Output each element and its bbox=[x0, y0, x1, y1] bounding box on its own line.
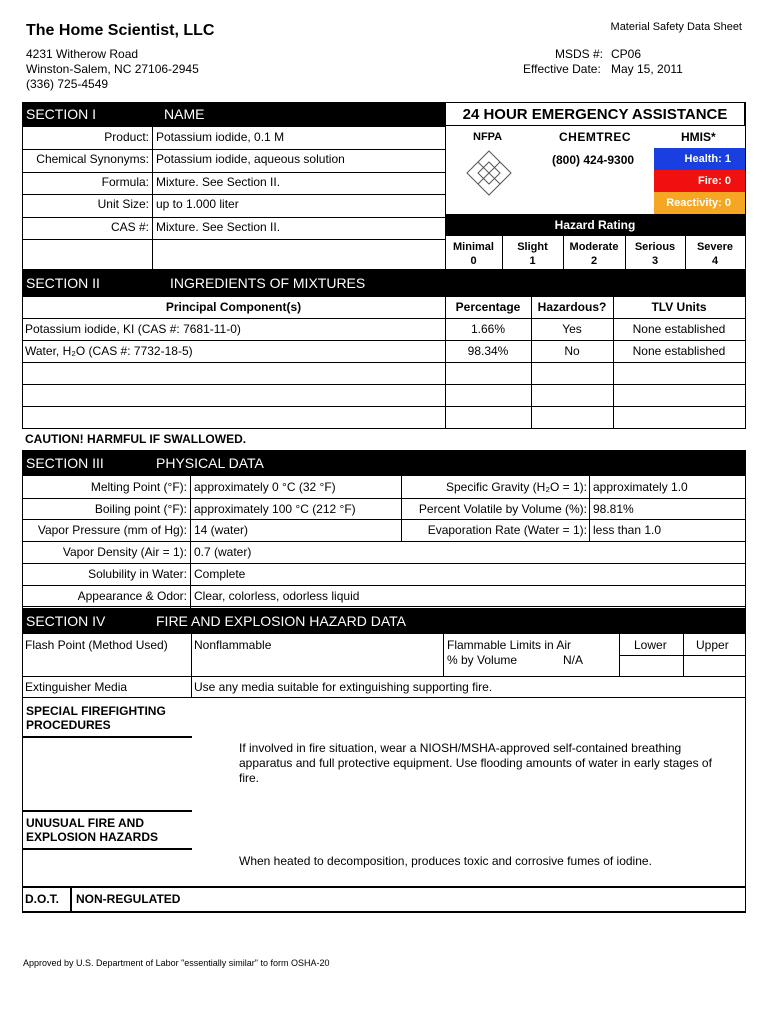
special-firefighting-text-3: fire. bbox=[239, 771, 260, 785]
physical-data-label: Appearance & Odor: bbox=[77, 588, 187, 603]
flash-point-value: Nonflammable bbox=[194, 638, 272, 652]
physical-data-value: Clear, colorless, odorless liquid bbox=[194, 588, 360, 603]
special-firefighting-text-1: If involved in fire situation, wear a NIOSH/MSHA-approved self-contained breathing bbox=[239, 741, 682, 755]
physical-data-value: approximately 100 °C (212 °F) bbox=[194, 501, 356, 516]
physical-data-value: 0.7 (water) bbox=[194, 545, 252, 560]
special-firefighting-label-1: SPECIAL FIREFIGHTING bbox=[26, 704, 166, 718]
special-firefighting-label-2: PROCEDURES bbox=[26, 718, 111, 732]
name-row-label: Unit Size: bbox=[97, 197, 149, 212]
hmis-label: HMIS* bbox=[681, 130, 716, 144]
footer-approval: Approved by U.S. Department of Labor "essentially similar" to form OSHA-20 bbox=[23, 958, 330, 968]
rule-line bbox=[745, 296, 746, 428]
rule-line bbox=[22, 585, 746, 586]
chemtrec-label: CHEMTREC bbox=[559, 130, 631, 144]
hazard-rating-label: Hazard Rating bbox=[554, 218, 636, 232]
name-row-value: Potassium iodide, aqueous solution bbox=[156, 152, 345, 167]
physical-data-label: Evaporation Rate (Water = 1): bbox=[427, 523, 587, 538]
address-line-2: Winston-Salem, NC 27106-2945 bbox=[26, 62, 199, 76]
hmis-reactivity: Reactivity: 0 bbox=[654, 192, 745, 214]
physical-data-label: Specific Gravity (H₂O = 1): bbox=[445, 480, 587, 494]
unusual-hazards-text: When heated to decomposition, produces toxic and corrosive fumes of iodine. bbox=[239, 854, 652, 868]
ingredients-column-header: Principal Component(s) bbox=[165, 300, 302, 314]
upper-limit-label: Upper bbox=[696, 638, 729, 652]
rule-line bbox=[22, 406, 746, 407]
physical-data-value: less than 1.0 bbox=[593, 523, 662, 538]
hazard-scale-name: Moderate bbox=[569, 241, 619, 253]
extinguisher-label: Extinguisher Media bbox=[25, 680, 128, 694]
flammable-limits-label: Flammable Limits in Air bbox=[447, 638, 572, 652]
ingredient-hazardous: No bbox=[564, 344, 580, 358]
rule-line bbox=[445, 296, 446, 428]
hazard-scale-number: 0 bbox=[470, 255, 477, 267]
ingredient-percentage: 1.66% bbox=[470, 322, 506, 336]
ingredients-column-header: Hazardous? bbox=[537, 300, 607, 314]
rule-line bbox=[22, 318, 746, 319]
rule-line bbox=[502, 236, 503, 269]
physical-data-value: Complete bbox=[194, 566, 246, 581]
rule-line bbox=[531, 296, 532, 428]
name-row-label: Chemical Synonyms: bbox=[36, 152, 149, 167]
msds-label: MSDS #: bbox=[555, 47, 604, 61]
ingredient-name: Potassium iodide, KI (CAS #: 7681-11-0) bbox=[25, 322, 241, 336]
rule-line bbox=[22, 476, 23, 608]
section-1-number: SECTION I bbox=[26, 106, 97, 122]
rule-line bbox=[22, 384, 746, 385]
hazard-rating-bar bbox=[445, 214, 745, 236]
rule-line bbox=[22, 428, 746, 429]
nfpa-diamond-icon bbox=[464, 148, 514, 198]
physical-data-label: Vapor Density (Air = 1): bbox=[62, 545, 187, 560]
section-2-title: INGREDIENTS OF MIXTURES bbox=[170, 275, 366, 291]
rule-line bbox=[22, 498, 746, 499]
rule-line bbox=[22, 606, 746, 607]
section-3-header bbox=[22, 450, 746, 476]
effective-date-label: Effective Date: bbox=[523, 62, 601, 76]
rule-line bbox=[22, 296, 746, 297]
section-2-number: SECTION II bbox=[26, 275, 100, 291]
flammable-limits-value: N/A bbox=[563, 653, 584, 667]
rule-line bbox=[22, 194, 446, 195]
emergency-title: 24 HOUR EMERGENCY ASSISTANCE bbox=[462, 106, 728, 123]
physical-data-label: Solubility in Water: bbox=[88, 566, 187, 581]
rule-line bbox=[22, 340, 746, 341]
nfpa-label: NFPA bbox=[473, 131, 503, 143]
rule-line bbox=[613, 296, 614, 428]
flash-point-label: Flash Point (Method Used) bbox=[25, 638, 168, 652]
hazard-scale-name: Serious bbox=[634, 241, 676, 253]
lower-limit-label: Lower bbox=[634, 638, 667, 652]
physical-data-value: approximately 0 °C (32 °F) bbox=[194, 480, 336, 494]
ingredients-column-header: TLV Units bbox=[651, 300, 707, 314]
unusual-hazards-label-1: UNUSUAL FIRE AND bbox=[26, 816, 145, 830]
section-1-header bbox=[22, 102, 445, 126]
emergency-title-box bbox=[445, 102, 745, 126]
physical-data-label: Boiling point (°F): bbox=[94, 501, 187, 516]
dot-value: NON-REGULATED bbox=[76, 892, 181, 906]
company-name: The Home Scientist, LLC bbox=[26, 22, 215, 39]
rule-line bbox=[401, 476, 402, 541]
name-row-label: Product: bbox=[104, 130, 149, 144]
ingredient-hazardous: Yes bbox=[562, 322, 582, 336]
rule-line bbox=[190, 476, 191, 608]
section-4-title: FIRE AND EXPLOSION HAZARD DATA bbox=[156, 613, 406, 629]
hazard-scale-number: 3 bbox=[651, 255, 659, 267]
effective-date-value: May 15, 2011 bbox=[611, 62, 683, 76]
physical-data-value: approximately 1.0 bbox=[593, 480, 688, 494]
hazard-scale-number: 1 bbox=[529, 255, 536, 267]
by-volume-label: % by Volume bbox=[447, 653, 518, 667]
physical-data-label: Percent Volatile by Volume (%): bbox=[418, 501, 587, 516]
section-1-title: NAME bbox=[164, 106, 205, 122]
hmis-health: Health: 1 bbox=[654, 148, 745, 170]
hazard-scale-number: 4 bbox=[711, 255, 719, 267]
rule-line bbox=[22, 362, 746, 363]
rule-line bbox=[22, 217, 446, 218]
rule-line bbox=[22, 239, 446, 240]
rule-line bbox=[22, 541, 746, 542]
ingredient-name: Water, H₂O (CAS #: 7732-18-5) bbox=[25, 344, 193, 358]
name-row-value: Mixture. See Section II. bbox=[156, 174, 281, 189]
unusual-hazards-label-2: EXPLOSION HAZARDS bbox=[26, 830, 159, 844]
rule-line bbox=[589, 476, 590, 541]
hazard-scale-name: Severe bbox=[696, 241, 734, 253]
phone-number: (336) 725-4549 bbox=[26, 77, 109, 91]
ingredient-tlv: None established bbox=[632, 344, 726, 358]
ingredient-percentage: 98.34% bbox=[467, 344, 509, 358]
section-3-number: SECTION III bbox=[26, 455, 104, 471]
rule-line bbox=[625, 236, 626, 269]
address-line-1: 4231 Witherow Road bbox=[26, 47, 139, 61]
ingredients-column-header: Percentage bbox=[455, 300, 521, 314]
special-firefighting-text-2: apparatus and full protective equipment. Use flooding amounts of water in early stages of bbox=[239, 756, 712, 770]
physical-data-value: 98.81% bbox=[593, 501, 634, 516]
ingredient-tlv: None established bbox=[632, 322, 726, 336]
doc-type: Material Safety Data Sheet bbox=[610, 21, 742, 33]
hazard-scale-name: Minimal bbox=[453, 241, 494, 253]
msds-value: CP06 bbox=[611, 47, 642, 61]
physical-data-value: 14 (water) bbox=[194, 523, 249, 538]
rule-line bbox=[22, 149, 446, 150]
section-3-title: PHYSICAL DATA bbox=[156, 455, 264, 471]
rule-line bbox=[22, 563, 746, 564]
name-row-value: up to 1.000 liter bbox=[156, 197, 239, 212]
hmis-fire: Fire: 0 bbox=[654, 170, 745, 192]
physical-data-label: Vapor Pressure (mm of Hg): bbox=[37, 523, 187, 538]
hazard-scale-number: 2 bbox=[590, 255, 598, 267]
name-row-label: CAS #: bbox=[110, 219, 149, 234]
rule-line bbox=[563, 236, 564, 269]
name-row-value: Mixture. See Section II. bbox=[156, 219, 281, 234]
section-2-header bbox=[22, 270, 746, 296]
section-4-number: SECTION IV bbox=[26, 613, 106, 629]
dot-label: D.O.T. bbox=[25, 892, 60, 906]
rule-line bbox=[685, 236, 686, 269]
caution-text: CAUTION! HARMFUL IF SWALLOWED. bbox=[25, 432, 247, 446]
name-row-value: Potassium iodide, 0.1 M bbox=[156, 130, 285, 144]
extinguisher-value: Use any media suitable for extinguishing supporting fire. bbox=[194, 680, 493, 694]
rule-line bbox=[745, 476, 746, 608]
physical-data-label: Melting Point (°F): bbox=[90, 480, 187, 494]
rule-line bbox=[22, 172, 446, 173]
rule-line bbox=[22, 296, 23, 428]
rule-line bbox=[22, 519, 746, 520]
chemtrec-phone: (800) 424-9300 bbox=[552, 153, 635, 167]
section-4-header bbox=[22, 608, 746, 634]
hazard-scale-name: Slight bbox=[517, 241, 548, 253]
name-row-label: Formula: bbox=[101, 174, 149, 189]
